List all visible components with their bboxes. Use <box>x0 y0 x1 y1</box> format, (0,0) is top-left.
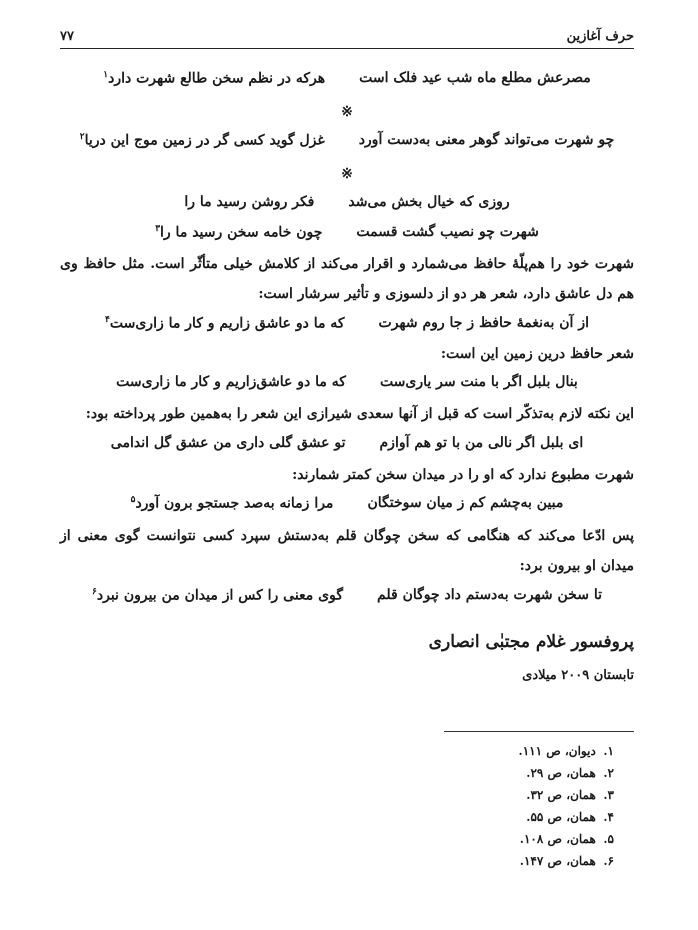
verse-hemistich-first: تا سخن شهرت به‌دستم داد چوگان قلم <box>377 587 602 603</box>
section-separator: ※ <box>341 166 353 182</box>
footnote-ref: ۵ <box>130 494 136 505</box>
verse-hemistich-first: روزی که خیال بخش می‌شد <box>348 194 510 210</box>
verse-couplet <box>60 220 634 244</box>
verse-hemistich-second <box>131 495 334 512</box>
footnote <box>526 788 614 808</box>
footnote-number: ۶. <box>603 854 614 868</box>
verse-hemistich-first: مبین به‌چشم کم ز میان سوختگان <box>367 495 564 511</box>
footnote-text: همان، ص ۵۵. <box>526 810 596 824</box>
footnote-text: همان، ص ۱۰۸. <box>519 832 596 846</box>
hemistich-text: هرکه در نظم سخن طالع شهرت دارد <box>108 70 326 87</box>
signature-date: تابستان ۲۰۰۹ میلادی <box>522 668 634 683</box>
footnote <box>520 854 614 874</box>
footnote-ref: ۳ <box>155 223 161 234</box>
verse-couplet <box>60 190 634 214</box>
verse-hemistich-first: چو شهرت می‌تواند گوهر معنی به‌دست آورد <box>358 132 615 148</box>
footnote-ref: ۶ <box>92 586 97 597</box>
footnote <box>526 766 614 786</box>
verse-couplet <box>60 66 634 90</box>
verse-hemistich-first: از آن به‌نغمهٔ حافظ ز جا روم شهرت <box>378 315 589 331</box>
body-paragraph: شهرت مطبوع ندارد که او را در میدان سخن کمتر شمارند: <box>292 467 634 483</box>
verse-hemistich-second <box>80 132 325 149</box>
footnote <box>526 810 614 830</box>
body-paragraph: این نکته لازم به‌تذکّر است که قبل از آنها سعدی شیرازی این شعر را به‌همین طور پرداخته بود: <box>85 406 634 422</box>
footnote-number: ۲. <box>603 766 614 780</box>
footnote-text: همان، ص ۳۲. <box>526 788 596 802</box>
verse-couplet <box>60 583 634 607</box>
hemistich-text: که ما دو عاشق زاریم و کار ما زاری‌ست <box>109 315 345 332</box>
verse-couplet <box>60 370 634 394</box>
footnote-text: همان، ص ۲۹. <box>526 766 596 780</box>
verse-hemistich-second <box>155 224 322 241</box>
body-paragraph: شعر حافظ درین زمین این است: <box>440 346 634 362</box>
author-signature: پروفسور غلام مجتبٰی انصاری <box>428 632 634 652</box>
running-title: حرف آغازین <box>566 29 634 44</box>
verse-hemistich-second: فکر روشن رسید ما را <box>184 194 315 210</box>
verse-hemistich-second: تو عشق گلی داری من عشق گل اندامی <box>110 435 346 451</box>
footnote-text: دیوان، ص ۱۱۱. <box>518 744 596 758</box>
verse-couplet <box>60 431 634 455</box>
footnote-number: ۳. <box>603 788 614 802</box>
verse-hemistich-second <box>92 587 343 604</box>
verse-couplet <box>60 128 634 152</box>
hemistich-text: گوی معنی را کس از میدان من بیرون نبرد <box>96 587 344 604</box>
footnote-number: ۱. <box>603 744 614 758</box>
verse-hemistich-second: که ما دو عاشق‌زاریم و کار ما زاری‌ست <box>116 374 346 390</box>
footnote <box>519 744 614 764</box>
running-header <box>60 22 634 49</box>
hemistich-text: مرا زمانه به‌صد جستجو برون آورد <box>135 495 334 512</box>
verse-hemistich-second <box>103 70 325 87</box>
footnote-number: ۵. <box>603 832 614 846</box>
hemistich-text: چون خامه سخن رسید ما را <box>160 224 323 241</box>
section-separator: ※ <box>341 104 353 120</box>
footnote-ref: ۲ <box>79 131 85 142</box>
footnote <box>520 832 614 852</box>
verse-hemistich-first: ای بلبل اگر نالی من با تو هم آوازم <box>379 435 584 451</box>
hemistich-text: غزل گوید کسی گر در زمین موج این دریا <box>84 132 325 149</box>
page-number: ۷۷ <box>60 29 74 44</box>
footnote-number: ۴. <box>603 810 614 824</box>
verse-hemistich-second <box>105 315 344 332</box>
footnote-ref: ۱ <box>103 69 109 80</box>
verse-hemistich-first: مصرعش مطلع ماه شب عید فلک است <box>359 70 591 86</box>
verse-couplet <box>60 311 634 335</box>
footnote-ref: ۴ <box>105 314 110 325</box>
footnote-divider <box>444 731 634 732</box>
body-paragraph: شهرت خود را هم‌پلّهٔ حافظ می‌شمارد و اقرار می‌کند از کلامش خیلی متأثّر است. مثل حافظ وی هم دل عاشق دارد، شعر هر دو از دلسوزی و تأثیر سرشار است: <box>60 256 634 302</box>
verse-couplet <box>60 491 634 515</box>
footnote-text: همان، ص ۱۴۷. <box>519 854 596 868</box>
verse-hemistich-first: بنال بلبل اگر با منت سر یاری‌ست <box>379 374 578 390</box>
body-paragraph: پس ادّعا می‌کند که هنگامی که سخن چوگان قلم به‌دستش سپرد کسی نتوانست گوی معنی از میدان او بیرون برد: <box>60 528 634 574</box>
verse-hemistich-first: شهرت چو نصیب گشت قسمت <box>356 224 539 240</box>
